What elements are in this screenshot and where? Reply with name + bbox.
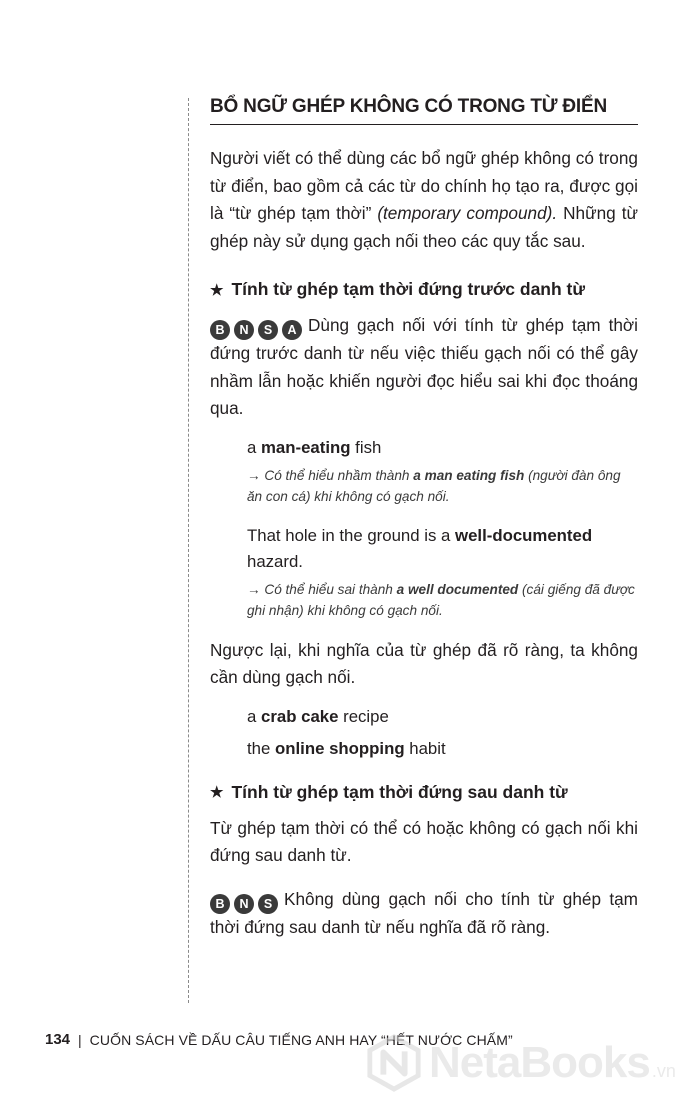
example-bold-term: online shopping	[275, 738, 405, 758]
subsection2-paragraph: Từ ghép tạm thời có thể có hoặc không có gạch nối khi đứng sau danh từ.	[210, 817, 638, 866]
subsection1-heading	[210, 279, 638, 300]
example-text: hazard.	[247, 551, 303, 571]
example-text: the	[247, 738, 275, 758]
subsection1-rule-text: Dùng gạch nối với tính từ ghép tạm thời đứng trước danh từ nếu việc thiếu gạch nối có thể gây nhầm lẫn hoặc khiến người đọc hiểu sai khi đọc thoáng qua.	[210, 315, 638, 419]
badge-n-icon: N	[234, 894, 254, 914]
note-bold-term: a man eating fish	[413, 467, 525, 483]
margin-dashed-rule	[188, 98, 189, 1003]
badge-n-icon: N	[234, 320, 254, 340]
badge-s-icon: S	[258, 894, 278, 914]
subsection1-rule	[210, 312, 638, 423]
note-text: (cái giếng đã được ghi nhận) khi không có gạch nối.	[247, 581, 635, 618]
star-icon: ★	[210, 281, 224, 299]
subsection2-rule	[210, 886, 638, 942]
example-text: That hole in the ground is a	[247, 525, 456, 545]
badge-b-icon: B	[210, 894, 230, 914]
intro-paragraph	[210, 145, 638, 255]
example-text: a	[247, 706, 261, 726]
note-well-documented	[247, 579, 638, 621]
note-text: → Có thể hiểu nhầm thành	[247, 467, 414, 483]
example-text: recipe	[338, 706, 389, 726]
footer-book-title: CUỐN SÁCH VỀ DẤU CÂU TIẾNG ANH HAY “HẾT NƯỚC CHẤM”	[89, 1031, 513, 1048]
example-text: habit	[404, 738, 446, 758]
example-bold-term: well-documented	[455, 525, 593, 545]
example-text: a	[247, 437, 261, 457]
example-man-eating	[247, 435, 638, 461]
netabooks-logo-icon	[365, 1034, 423, 1092]
subsection2-heading	[210, 782, 638, 803]
subsection2-heading-text: Tính từ ghép tạm thời đứng sau danh từ	[231, 781, 568, 802]
badge-s-icon: S	[258, 320, 278, 340]
note-bold-term: a well documented	[396, 581, 519, 597]
example-bold-term: crab cake	[261, 706, 339, 726]
watermark-brand: NetaBooks	[429, 1038, 650, 1087]
intro-text: Người viết có thể dùng các bổ ngữ ghép không có trong từ điển, bao gồm cả các từ do chính họ tạo ra, được gọi là “từ ghép tạm thời”	[210, 148, 638, 223]
example-well-documented	[247, 523, 638, 575]
page-number: 134	[45, 1031, 71, 1048]
intro-text-end: Những từ ghép này sử dụng gạch nối theo các quy tắc sau.	[210, 203, 638, 251]
style-guide-badges	[210, 894, 278, 914]
contrast-paragraph: Ngược lại, khi nghĩa của từ ghép đã rõ ràng, ta không cần dùng gạch nối.	[210, 639, 638, 688]
subsection1-heading-text: Tính từ ghép tạm thời đứng trước danh từ	[231, 279, 586, 299]
note-text: → Có thể hiểu sai thành	[247, 581, 397, 597]
section-title: BỔ NGỮ GHÉP KHÔNG CÓ TRONG TỪ ĐIỂN	[210, 96, 638, 125]
page-content	[210, 96, 638, 942]
intro-italic-term: (temporary compound).	[377, 203, 558, 223]
badge-a-icon: A	[282, 320, 302, 340]
watermark-suffix: .vn	[651, 1060, 676, 1081]
note-man-eating	[247, 465, 638, 507]
example-bold-term: man-eating	[261, 437, 351, 457]
star-icon: ★	[210, 784, 224, 802]
example-online-shopping	[247, 736, 638, 762]
badge-b-icon: B	[210, 320, 230, 340]
watermark	[365, 1018, 695, 1108]
footer-separator: |	[78, 1031, 82, 1048]
note-text: (người đàn ông ăn con cá) khi không có gạch nối.	[247, 467, 621, 504]
example-text: fish	[350, 437, 382, 457]
style-guide-badges	[210, 320, 302, 340]
example-crab-cake	[247, 704, 638, 730]
subsection2-rule-text: Không dùng gạch nối cho tính từ ghép tạm thời đứng sau danh từ nếu nghĩa đã rõ ràng.	[210, 888, 638, 937]
